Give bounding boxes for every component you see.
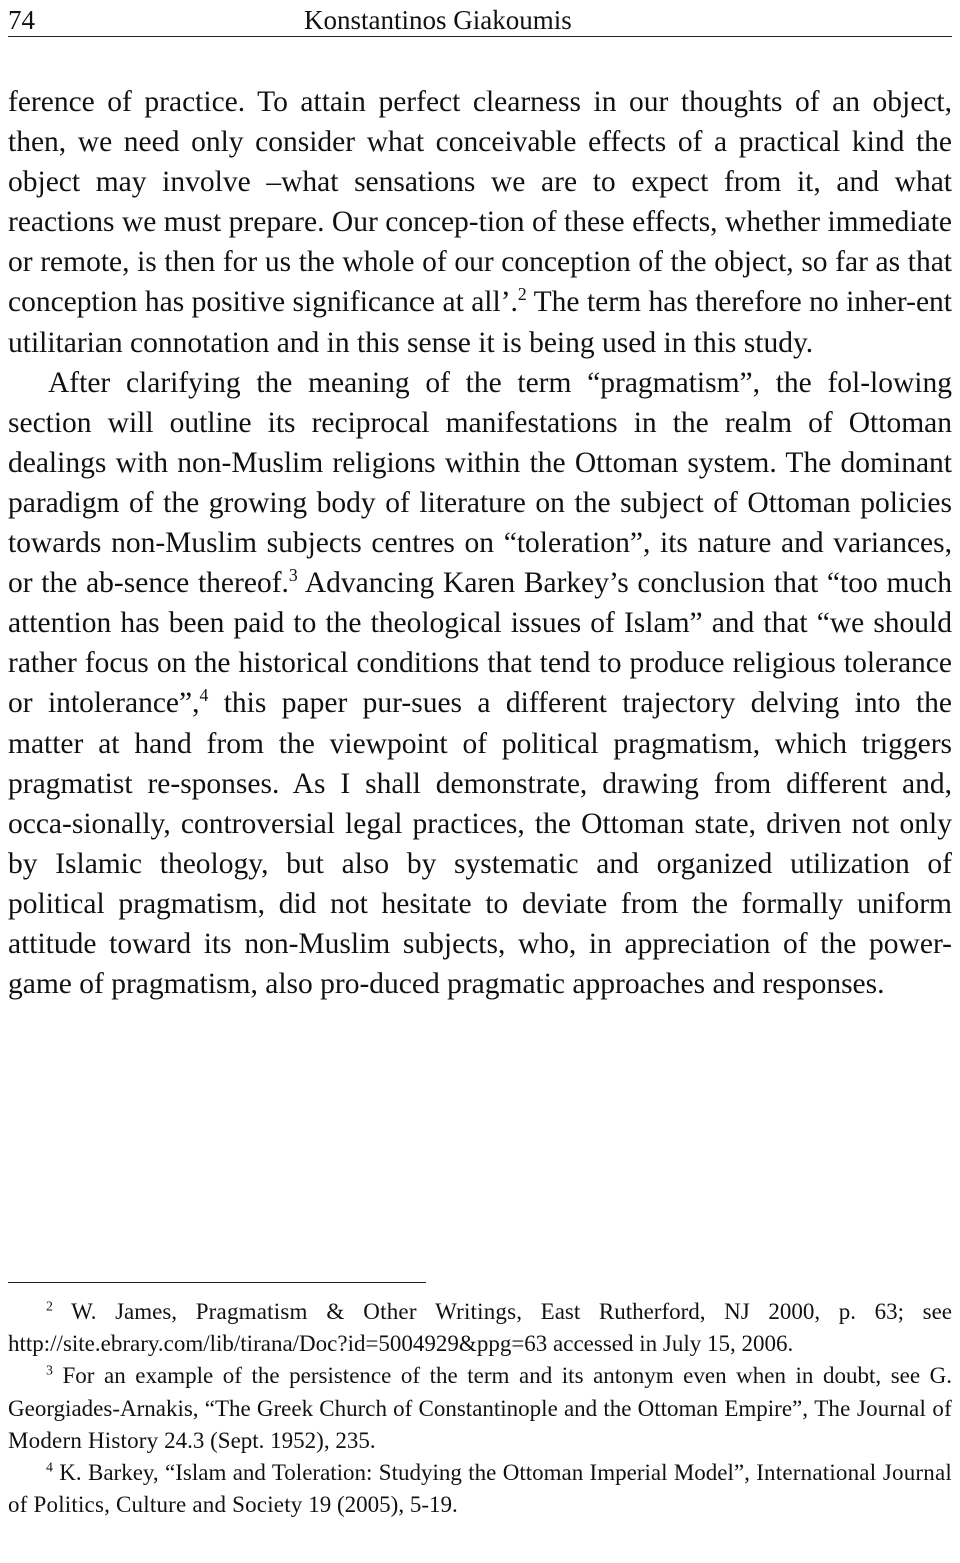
footnote-marker: 3	[46, 1362, 53, 1378]
footnote-text: 24.3 (Sept. 1952), 235.	[158, 1427, 376, 1453]
footnote-ref-3: 3	[288, 565, 298, 586]
footnote-marker: 4	[46, 1459, 53, 1475]
header-rule	[8, 36, 952, 37]
footnote-3	[8, 1360, 952, 1457]
footnote-2	[8, 1296, 952, 1360]
footnote-marker: 2	[46, 1298, 53, 1314]
footnote-4	[8, 1457, 952, 1521]
running-head: Konstantinos Giakoumis	[304, 5, 572, 35]
footnote-text: 19 (2005), 5-19.	[302, 1492, 458, 1518]
footnote-text: For an example of the persistence of the term and its antonym even when in doubt, see G. Georgiades-Arnakis, “The Greek Church of Constantinople and the Ottoman Empire”,	[8, 1363, 952, 1421]
paragraph-1-text-a: ference of practice. To attain perfect clearness in our thoughts of an object, then, we need only consider what conceivable effects of a practical kind the object may involve –what sensations we are to expect from it, and what reactions we must prepare. Our concep-tion of these effects, whether immediate or remote, is then for us the whole of our conception of the object, so far as that conception has positive significance at all’.	[8, 86, 952, 319]
paragraph-2-text-c: this paper pur-sues a different trajectory delving into the matter at hand from the viewpoint of political pragmatism, which triggers pragmatist re-sponses. As I shall demonstrate, drawing from different and, occa-sionally, controversial legal practices, the Ottoman state, driven not only by Islamic theology, but also by systematic and organized utilization of political pragmatism, did not hesitate to deviate from the formally uniform attitude toward its non-Muslim subjects, who, in appreciation of the power-game of pragmatism, also pro-duced pragmatic approaches and responses.	[8, 687, 952, 1001]
footnote-ref-4: 4	[199, 685, 209, 706]
footnote-text: W. James,	[52, 1299, 196, 1324]
paragraph-2-text-b: Advancing Karen Barkey’s conclusion that “too much attention has been paid to the theological issues of Islam” and that “we should rather focus on the historical conditions that tend to produce religious tolerance or intolerance”,	[8, 567, 952, 720]
page-header	[8, 4, 952, 36]
paragraph-1-text-b: The term has therefore no inher-ent utilitarian connotation and in this sense it is being used in this study.	[8, 286, 952, 359]
footnote-rule	[8, 1282, 426, 1283]
page-number: 74	[8, 5, 35, 35]
paragraph-2-text-a: After clarifying the meaning of the term “pragmatism”, the fol-lowing section will outline its reciprocal manifestations in the realm of Ottoman dealings with non-Muslim religions within the Ottoman system. The dominant paradigm of the growing body of literature on the subject of Ottoman policies towards non-Muslim subjects centres on “toleration”, its nature and variances, or the ab-sence thereof.	[8, 366, 952, 600]
footnote-title: The Journal of Modern History	[8, 1395, 952, 1453]
footnote-ref-2: 2	[517, 284, 527, 305]
footnotes	[8, 1296, 952, 1521]
paragraph-1	[8, 82, 952, 363]
footnote-title: International Journal of Politics, Culture and Society	[8, 1460, 952, 1518]
footnote-title: Pragmatism & Other Writings	[195, 1299, 517, 1324]
footnote-text: , East Rutherford, NJ 2000, p. 63; see http://site.ebrary.com/lib/tirana/Doc?id=5004929&ppg=63 accessed in July 15, 2006.	[8, 1299, 952, 1357]
body-text	[8, 82, 952, 1004]
paragraph-2	[8, 363, 952, 1005]
footnote-text: K. Barkey, “Islam and Toleration: Studying the Ottoman Imperial Model”,	[52, 1460, 757, 1486]
